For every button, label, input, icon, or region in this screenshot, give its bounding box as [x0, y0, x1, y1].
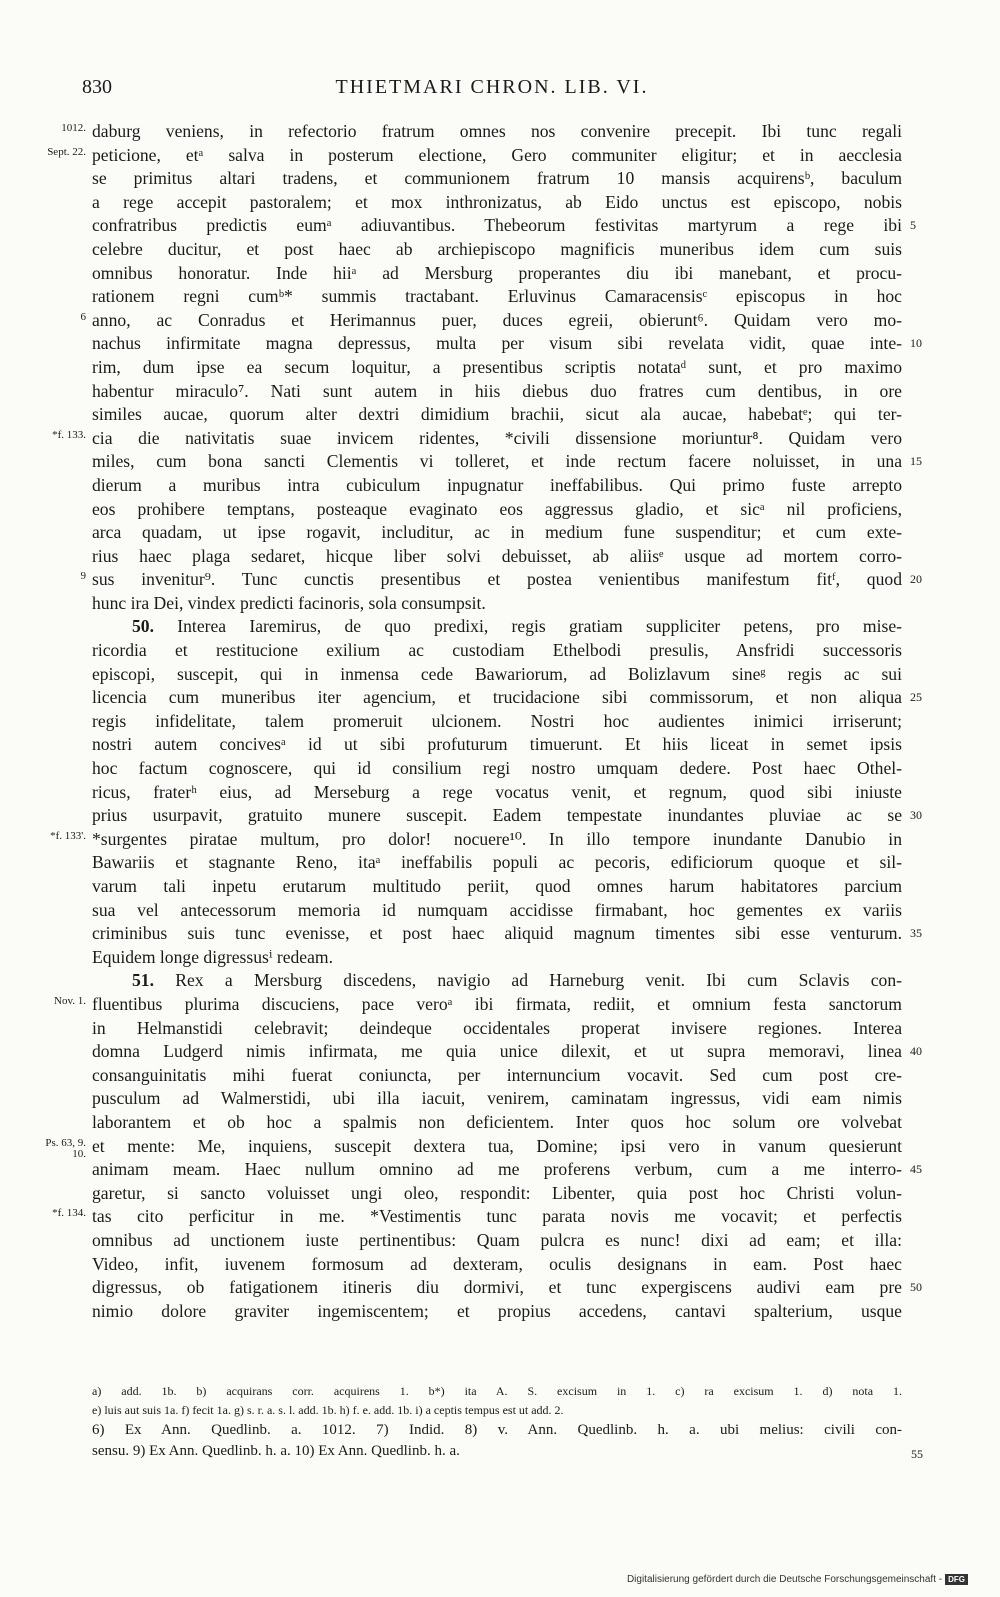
- footnotes: [92, 1382, 902, 1462]
- line-text: [92, 427, 902, 451]
- line-content: omnibus honoratur. Inde hiiᵃ ad Mersburg properantes diu ibi manebant, et procu-: [92, 262, 902, 283]
- line-content: cia die nativitatis suae invicem ridentes, *civili dissensione moriuntur⁸. Quidam vero: [92, 427, 902, 448]
- text-line: [92, 710, 902, 734]
- line-text: [92, 356, 902, 380]
- line-text: [92, 474, 902, 498]
- line-content: in Helmanstidi celebravit; deindeque occidentales properat invisere regiones. Interea: [92, 1017, 902, 1038]
- line-content: anno, ac Conradus et Herimannus puer, duces egreii, obierunt⁶. Quidam vero mo-: [92, 309, 902, 330]
- line-text: [92, 922, 902, 946]
- text-line: [92, 1040, 922, 1064]
- line-content: ricus, fraterʰ eius, ad Merseburg a rege vocatus venit, et regnum, quod sibi iniuste: [92, 781, 902, 802]
- line-content: nimio dolore graviter ingemiscentem; et propius accedens, cantavi spalterium, usque: [92, 1300, 902, 1321]
- critical-apparatus-line: [92, 1382, 902, 1401]
- margin-note: Nov. 1.: [54, 994, 86, 1007]
- line-content: nachus infirmitate magna depressus, multa per visum sibi revelata vidit, quae inte-: [92, 333, 902, 354]
- line-number: 20: [910, 572, 922, 587]
- margin-note: *f. 133.: [52, 428, 86, 441]
- margin-note: Ps. 63, 9. 10.: [45, 1136, 86, 1160]
- digitization-credit: [627, 1574, 968, 1585]
- line-content: Rex a Mersburg discedens, navigio ad Harneburg venit. Ibi cum Sclavis con-: [154, 970, 902, 991]
- text-line: [92, 733, 902, 757]
- line-content: nostri autem concivesᵃ id ut sibi profuturum timuerunt. Et hiis liceat in semet ipsis: [92, 734, 902, 755]
- line-text: [92, 592, 902, 616]
- line-number: 25: [910, 690, 922, 705]
- chapter-number: 51.: [132, 970, 154, 991]
- line-content: licencia cum muneribus iter agencium, et trucidacione sibi commissorum, et non aliqua: [92, 687, 902, 708]
- text-line: [92, 1064, 902, 1088]
- line-text: [92, 262, 902, 286]
- body-text: [45, 120, 922, 1323]
- text-line: [92, 474, 902, 498]
- line-text: [92, 568, 902, 592]
- line-text: [92, 1064, 902, 1088]
- text-line: [92, 969, 902, 993]
- text-line: [92, 167, 902, 191]
- footnote-text: e) luis aut suis 1a. f) fecit 1a. g) s. r. a. s. l. add. 1b. h) f. e. add. 1b. i) a ceptis tempus est ut add. 2.: [92, 1403, 564, 1417]
- line-text: [92, 804, 902, 828]
- credit-text: Digitalisierung gefördert durch die Deutsche Forschungsgemeinschaft -: [626, 1574, 943, 1585]
- margin-note: Sept. 22.: [47, 145, 86, 158]
- line-text: [92, 686, 902, 710]
- source-note-line: [92, 1441, 902, 1462]
- chapter-number: 50.: [132, 616, 154, 637]
- source-note-text: 6) Ex Ann. Quedlinb. a. 1012. 7) Indid. 8) v. Ann. Quedlinb. h. a. ubi melius: civili con-: [92, 1422, 902, 1438]
- text-line: [92, 403, 902, 427]
- text-line: [92, 922, 922, 946]
- line-text: [92, 1040, 902, 1064]
- critical-apparatus-line: [92, 1401, 902, 1420]
- line-content: omnibus ad unctionem iuste pertinentibus: Quam pulcra es nunc! dixi ad eam; et illa:: [92, 1229, 902, 1250]
- line-text: [92, 781, 902, 805]
- line-content: sus invenitur⁹. Tunc cunctis presentibus et postea venientibus manifestum fitᶠ, quod: [92, 569, 902, 590]
- line-text: [92, 498, 902, 522]
- line-number: 50: [910, 1280, 922, 1295]
- line-text: [92, 144, 902, 168]
- margin-note: 9: [80, 570, 86, 583]
- line-number: 5: [910, 218, 916, 233]
- line-text: [92, 167, 902, 191]
- text-line: [92, 1253, 902, 1277]
- text-line: [92, 1229, 902, 1253]
- line-content: hunc ira Dei, vindex predicti facinoris, sola consumpsit.: [92, 592, 486, 613]
- text-line: [92, 238, 902, 262]
- line-content: peticione, etᵃ salva in posterum electione, Gero communiter eligitur; et in aecclesia: [92, 144, 902, 165]
- text-line: [50, 828, 902, 852]
- line-content: rim, dum ipse ea secum loquitur, a presentibus scriptis notataᵈ sunt, et pro maximo: [92, 356, 902, 377]
- line-content: fluentibus plurima discuciens, pace veroᵃ ibi firmata, rediit, et omnium festa sanctorum: [92, 993, 902, 1014]
- text-line: [92, 804, 922, 828]
- text-line: [92, 781, 902, 805]
- text-line: [92, 757, 902, 781]
- text-line: [92, 592, 902, 616]
- line-text: [92, 214, 902, 238]
- line-content: similes aucae, quorum alter dextri dimidium brachii, sicut ala aucae, habebatᵉ; qui ter-: [92, 404, 902, 425]
- line-text: [92, 1087, 902, 1111]
- text-line: [92, 285, 902, 309]
- line-content: arca quadam, ut ipse rogavit, includitur, ac in medium fune suspenditur; et cum exte-: [92, 522, 902, 543]
- text-line: [92, 615, 902, 639]
- margin-note: 6: [80, 310, 86, 323]
- margin-note: *f. 133'.: [50, 829, 86, 842]
- line-content: prius usurpavit, gratuito munere suscepit. Eadem tempestate inundantes pluviae ac se: [92, 805, 902, 826]
- line-text: [92, 120, 902, 144]
- line-content: pusculum ad Walmerstidi, ubi illa iacuit, venirem, caminatam ingressus, vidi eam nimis: [92, 1088, 902, 1109]
- line-content: celebre ducitur, et post haec ab archiepiscopo magnificis muneribus idem cum suis: [92, 238, 902, 259]
- line-text: [92, 545, 902, 569]
- text-line: [52, 427, 902, 451]
- line-number: 10: [910, 336, 922, 351]
- line-text: [92, 521, 902, 545]
- text-line: [92, 191, 902, 215]
- line-text: [92, 1017, 902, 1041]
- text-line: [92, 356, 902, 380]
- line-text: [92, 380, 902, 404]
- line-content: sua vel antecessorum memoria id numquam accidisse firmabant, hoc gementes ex variis: [92, 899, 902, 920]
- text-line: [92, 1158, 922, 1182]
- line-content: tas cito perficitur in me. *Vestimentis tunc parata novis me vocavit; et perfectis: [92, 1206, 902, 1227]
- text-line: [92, 545, 902, 569]
- text-line: [45, 1135, 902, 1160]
- line-content: episcopi, suscepit, qui in inmensa cede Bawariorum, ad Bolizlavum sineᵍ regis ac sui: [92, 663, 902, 684]
- line-number: 15: [910, 454, 922, 469]
- text-line: [92, 1276, 922, 1300]
- line-text: [92, 663, 902, 687]
- text-line: [92, 262, 902, 286]
- text-line: [92, 946, 902, 970]
- line-content: hoc factum cognoscere, qui id consilium regi nostro umquam dedere. Post haec Othel-: [92, 758, 902, 779]
- line-content: laborantem et ob hoc a spalmis non deficientem. Inter quos hoc solum ore volvebat: [92, 1111, 902, 1132]
- source-note-line: [92, 1420, 902, 1441]
- footnote-text: a) add. 1b. b) acquirans corr. acquirens 1. b*) ita A. S. excisum in 1. c) ra excisum 1. d) nota 1.: [92, 1384, 902, 1398]
- line-content: ricordia et restitucione exilium ac custodiam Ethelbodi presulis, Ansfridi successoris: [92, 640, 902, 661]
- line-text: [92, 993, 902, 1017]
- margin-note: *f. 134.: [52, 1207, 86, 1220]
- text-line: [80, 309, 902, 333]
- line-text: [92, 851, 902, 875]
- line-text: [92, 1229, 902, 1253]
- line-text: [92, 946, 902, 970]
- line-text: [92, 639, 902, 663]
- line-number: 40: [910, 1044, 922, 1059]
- line-content: confratribus predictis eumᵃ adiuvantibus. Thebeorum festivitas martyrum a rege ibi: [92, 215, 902, 236]
- line-content: Equidem longe digressusⁱ redeam.: [92, 946, 333, 967]
- text-line: [80, 568, 922, 592]
- text-line: [92, 1087, 902, 1111]
- line-text: [92, 403, 902, 427]
- text-line: [92, 639, 902, 663]
- line-content: se primitus altari tradens, et communionem fratrum 10 mansis acquirensᵇ, baculum: [92, 168, 902, 189]
- line-content: garetur, si sancto voluisset ungi oleo, respondit: Libenter, quia post hoc Christi volun-: [92, 1182, 902, 1203]
- line-text: [92, 285, 902, 309]
- line-content: Bawariis et stagnante Reno, itaᵃ ineffabilis populi ac pecoris, edificiorum quoque et sil-: [92, 852, 902, 873]
- line-content: animam meam. Haec nullum omnino ad me proferens verbum, cum a me interro-: [92, 1159, 902, 1180]
- text-line: [52, 1205, 902, 1229]
- text-line: [61, 120, 902, 144]
- line-content: eos prohibere temptans, posteaque evaginato eos aggressus gladio, et sicᵃ nil proficiens,: [92, 498, 902, 519]
- line-content: digressus, ob fatigationem itineris diu dormivi, et tunc expergiscens audivi eam pre: [92, 1277, 902, 1298]
- text-line: [92, 380, 902, 404]
- line-content: Video, infit, iuvenem formosum ad dexteram, oculis designans in eam. Post haec: [92, 1253, 902, 1274]
- margin-note: 1012.: [61, 122, 86, 134]
- text-line: [54, 993, 902, 1017]
- line-number: 30: [910, 808, 922, 823]
- line-text: [92, 828, 902, 852]
- line-text: [92, 450, 902, 474]
- line-text: [92, 1111, 902, 1135]
- line-content: domna Ludgerd nimis infirmata, me quia unice dilexit, et ut supra memoravi, linea: [92, 1041, 902, 1062]
- line-text: [92, 875, 902, 899]
- line-content: et mente: Me, inquiens, suscepit dextera tua, Domine; ipsi vero in vanum quesierunt: [92, 1135, 902, 1156]
- line-content: regis infidelitate, talem promeruit ulcionem. Nostri hoc audientes inimici irriserunt;: [92, 710, 902, 731]
- line-content: criminibus suis tunc evenisse, et post haec aliquid magnum timentes sibi esse venturum.: [92, 923, 902, 944]
- text-line: [92, 498, 902, 522]
- text-line: [92, 1182, 902, 1206]
- dfg-logo-icon: DFG: [945, 1574, 968, 1585]
- line-text: [92, 1276, 902, 1300]
- line-content: daburg veniens, in refectorio fratrum omnes nos convenire precepit. Ibi tunc regali: [92, 121, 902, 141]
- footnote-line-number: 55: [911, 1447, 923, 1461]
- line-content: a rege accepit pastoralem; et mox inthronizatus, ab Eido unctus est episcopo, nobis: [92, 191, 902, 212]
- line-text: [92, 1253, 902, 1277]
- text-line: [92, 663, 902, 687]
- line-number: 45: [910, 1162, 922, 1177]
- line-text: [92, 710, 902, 734]
- line-text: [92, 733, 902, 757]
- line-text: [92, 615, 902, 639]
- line-text: [92, 1158, 902, 1182]
- line-content: varum tali inpetu erutarum multitudo periit, quod omnes harum habitatores parcium: [92, 876, 902, 896]
- text-line: [47, 144, 902, 168]
- text-line: [92, 214, 916, 238]
- text-line: [92, 875, 902, 899]
- text-line: [92, 332, 922, 356]
- text-line: [92, 1017, 902, 1041]
- line-content: habentur miraculo⁷. Nati sunt autem in hiis diebus duo fratres cum dentibus, in ore: [92, 380, 902, 401]
- line-text: [92, 238, 902, 262]
- line-text: [92, 969, 902, 993]
- line-content: *surgentes piratae multum, pro dolor! nocuere¹⁰. In illo tempore inundante Danubio in: [92, 828, 902, 849]
- line-text: [92, 191, 902, 215]
- line-content: rationem regni cumᵇ* summis tractabant. Erluvinus Camaracensisᶜ episcopus in hoc: [92, 286, 902, 307]
- line-text: [92, 1205, 902, 1229]
- text-line: [92, 1300, 902, 1324]
- line-content: miles, cum bona sancti Clementis vi tolleret, et inde rectum facere noluisset, in una: [92, 451, 902, 472]
- line-content: dierum a muribus intra cubiculum inpugnatur ineffabilibus. Qui primo fuste arrepto: [92, 474, 902, 495]
- text-line: [92, 899, 902, 923]
- line-text: [92, 1182, 902, 1206]
- line-content: Interea Iaremirus, de quo predixi, regis gratiam suppliciter petens, pro mise-: [154, 616, 902, 637]
- text-line: [92, 686, 922, 710]
- page-number: 830: [82, 76, 112, 98]
- line-number: 35: [910, 926, 922, 941]
- page-header: [82, 76, 902, 106]
- text-line: [92, 521, 902, 545]
- text-line: [92, 1111, 902, 1135]
- text-line: [92, 450, 922, 474]
- text-line: [92, 851, 902, 875]
- source-note-text: sensu. 9) Ex Ann. Quedlinb. h. a. 10) Ex Ann. Quedlinb. h. a.: [92, 1443, 460, 1459]
- line-content: rius haec plaga sedaret, hicque liber solvi debuisset, ab aliisᵉ usque ad mortem corro-: [92, 545, 902, 566]
- line-text: [92, 757, 902, 781]
- line-content: consanguinitatis mihi fuerat coniuncta, per internuncium vocavit. Sed cum post cre-: [92, 1064, 902, 1085]
- line-text: [92, 309, 902, 333]
- running-title: THIETMARI CHRON. LIB. VI.: [335, 76, 649, 98]
- line-text: [92, 1300, 902, 1324]
- line-text: [92, 332, 902, 356]
- line-text: [92, 1135, 902, 1159]
- line-text: [92, 899, 902, 923]
